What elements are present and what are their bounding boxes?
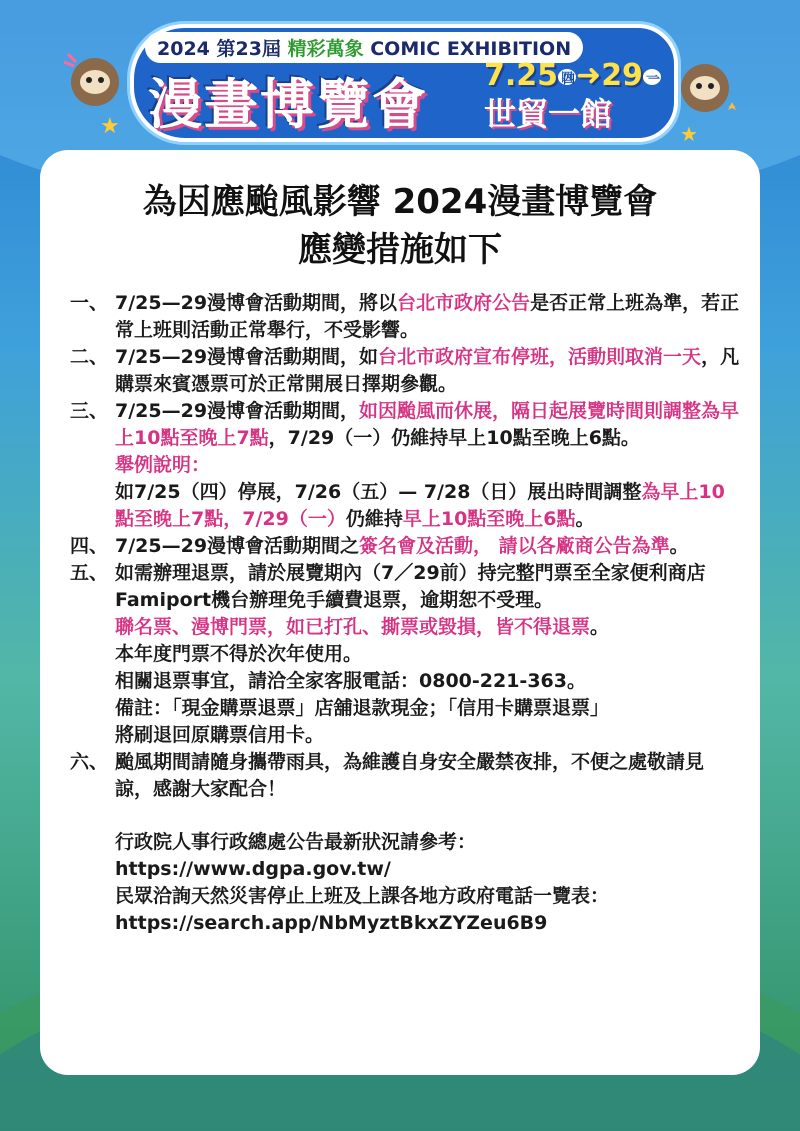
list-item <box>70 398 740 452</box>
example-text <box>115 479 740 533</box>
item-text <box>115 344 740 398</box>
item-number: 一、 <box>70 292 109 314</box>
highlight-text: 為早上10點至晚上7點，7/29（一） <box>115 481 725 530</box>
heading-line-2: 應變措施如下 <box>298 230 502 270</box>
body-text: 7/25—29漫博會活動期間， <box>115 400 360 422</box>
list-item <box>70 344 740 398</box>
star-icon: ★ <box>680 122 698 146</box>
body-text: 是否正常上班為準，若正常上班則活動正常舉行，不受影響。 <box>115 292 740 341</box>
event-venue: 世貿一館 <box>484 95 613 133</box>
highlight-text: 台北市政府公告 <box>397 292 531 314</box>
example-label: 舉例說明： <box>115 454 211 476</box>
highlight-text: 台北市政府宣布停班，活動則取消一天 <box>378 346 702 368</box>
event-header <box>60 14 740 144</box>
list-item <box>70 749 740 803</box>
item-number: 五、 <box>70 562 109 584</box>
event-year: 2024 <box>157 38 210 60</box>
highlight-text: 如因颱風而休展，隔日起展覽時間則調整為早上10點至晚上7點 <box>115 400 740 449</box>
announcement-heading <box>40 178 760 274</box>
body-text: ，凡購票來賓憑票可於正常開展日擇期參觀。 <box>115 346 740 395</box>
list-item <box>70 290 740 344</box>
body-text: 7/25—29漫博會活動期間，將以 <box>115 292 398 314</box>
event-dates <box>484 58 661 135</box>
body-text: 7/25—29漫博會活動期間之 <box>115 535 360 557</box>
item-number: 四、 <box>70 535 109 557</box>
body-text: ，7/29（一）仍維持早上10點至晚上6點。 <box>268 427 640 449</box>
star-icon: ★ <box>100 114 120 139</box>
item-text <box>115 533 740 560</box>
heading-line-1: 為因應颱風影響 2024漫畫博覽會 <box>142 182 658 222</box>
ticket-validity-note: 本年度門票不得於次年使用。 <box>115 643 363 665</box>
date-end: 29 <box>601 58 643 93</box>
announcement-card <box>40 150 760 1075</box>
highlight-text: 簽名會及活動， 請以各廠商公告為準 <box>359 535 670 557</box>
highlight-text: 早上10點至晚上6點 <box>402 508 576 530</box>
punctuation: 。 <box>590 616 610 638</box>
announcement-body <box>70 290 740 937</box>
reference-label-2: 民眾洽詢天然災害停止上班及上課各地方政府電話一覽表： <box>115 885 610 907</box>
item-number: 六、 <box>70 751 109 773</box>
event-edition: 第23屆 <box>216 38 281 60</box>
weekday-end: 一 <box>643 69 661 85</box>
body-text: 。 <box>669 535 689 557</box>
sloth-mascot-left <box>60 44 130 114</box>
sloth-mascot-right <box>670 50 740 120</box>
customer-service-phone: 相關退票事宜，請洽全家客服電話：0800-221-363。 <box>115 670 586 692</box>
event-title: 漫畫博覽會 <box>148 73 428 136</box>
item-number: 三、 <box>70 400 109 422</box>
body-text: 如7/25（四）停展，7/26（五）— 7/28（日）展出時間調整 <box>115 481 642 503</box>
example-block <box>70 452 740 533</box>
measures-list <box>70 290 740 452</box>
event-theme: 精彩萬象 <box>287 38 364 60</box>
reference-link-2[interactable]: https://search.app/NbMyztBkxZYZeu6B9 <box>115 912 548 934</box>
body-text: 7/25—29漫博會活動期間，如 <box>115 346 379 368</box>
item-text <box>115 290 740 344</box>
references <box>70 829 740 937</box>
list-item <box>70 533 740 560</box>
weekday-start: 四 <box>558 69 576 85</box>
body-text: 仍維持 <box>345 508 403 530</box>
refund-remark-1: 備註：「現金購票退票」店舖退款現金；「信用卡購票退票」 <box>115 697 610 719</box>
list-item <box>70 560 740 749</box>
refund-restriction: 聯名票、漫博門票，如已打孔、撕票或毀損，皆不得退票 <box>115 616 591 638</box>
refund-instructions: 如需辦理退票，請於展覽期內（7／29前）持完整門票至全家便利商店Famiport機台辦理免手續費退票，逾期恕不受理。 <box>115 562 706 611</box>
item-number: 二、 <box>70 346 109 368</box>
item-text <box>115 398 740 452</box>
body-text: 。 <box>575 508 595 530</box>
arrow-icon: ➜ <box>576 58 602 93</box>
date-start: 7.25 <box>484 58 559 93</box>
item-text: 颱風期間請隨身攜帶雨具，為維護自身安全嚴禁夜排，不便之處敬請見諒，感謝大家配合！ <box>115 751 705 800</box>
refund-remark-2: 將刷退回原購票信用卡。 <box>115 724 325 746</box>
reference-label-1: 行政院人事行政總處公告最新狀況請參考： <box>115 831 477 853</box>
event-english-name: COMIC EXHIBITION <box>370 38 572 60</box>
item-text <box>115 560 740 749</box>
reference-link-1[interactable]: https://www.dgpa.gov.tw/ <box>115 858 391 880</box>
